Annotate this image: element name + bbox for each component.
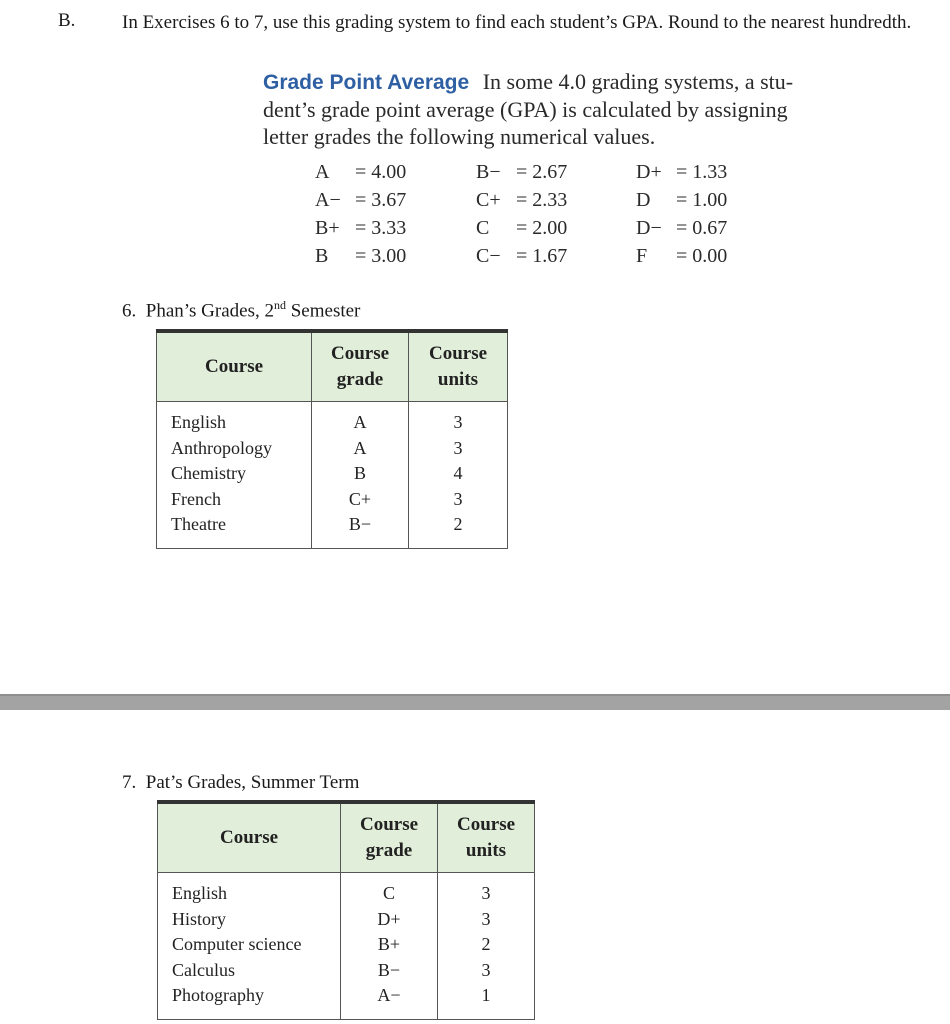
grade-value: D = 1.00 [636,189,728,211]
gpa-box-line-3: letter grades the following numerical values. [263,124,656,149]
course-names: English History Computer science Calculus Photography [158,873,341,1020]
exercise-7-title: 7. Pat’s Grades, Summer Term [122,772,360,793]
grade-value: A− = 3.67 [315,189,407,211]
gpa-box-title: Grade Point Average [263,71,470,94]
units-header: Course units [409,331,508,402]
grade-value: D− = 0.67 [636,217,728,239]
instructions: In Exercises 6 to 7, use this grading system to find each student’s GPA. Round to the nearest hundredth. [122,12,912,33]
course-units: 3 3 2 3 1 [438,873,535,1020]
exercise-7-table [157,800,535,1020]
grade-value: C− = 1.67 [476,245,568,267]
course-header: Course [158,802,341,873]
grade-value: A = 4.00 [315,161,407,183]
course-header: Course [157,331,312,402]
page-divider [0,694,950,710]
section-label: B. [58,10,76,31]
grade-column-3 [636,158,727,270]
gpa-box-line-2: dent’s grade point average (GPA) is calculated by assigning [263,97,788,122]
grade-header: Course grade [312,331,409,402]
units-header: Course units [438,802,535,873]
course-grades: C D+ B+ B− A− [341,873,438,1020]
exercise-6-title: 6. Phan’s Grades, 2nd Semester [122,298,361,322]
grade-value: D+ = 1.33 [636,161,728,183]
gpa-box-text-1: In some 4.0 grading systems, a stu- [482,69,794,94]
gpa-box-line-1 [263,68,833,96]
grade-column-2 [476,158,567,270]
grade-value: F = 0.00 [636,245,728,267]
grade-value: C+ = 2.33 [476,189,568,211]
grade-value: C = 2.00 [476,217,568,239]
gpa-info-box [263,68,833,150]
grade-column-1 [315,158,406,270]
grade-value: B+ = 3.33 [315,217,407,239]
grade-header: Course grade [341,802,438,873]
grade-value: B− = 2.67 [476,161,568,183]
exercise-6-table [156,329,508,549]
course-names: English Anthropology Chemistry French Theatre [157,402,312,549]
course-grades: A A B C+ B− [312,402,409,549]
course-units: 3 3 4 3 2 [409,402,508,549]
grade-value: B = 3.00 [315,245,407,267]
